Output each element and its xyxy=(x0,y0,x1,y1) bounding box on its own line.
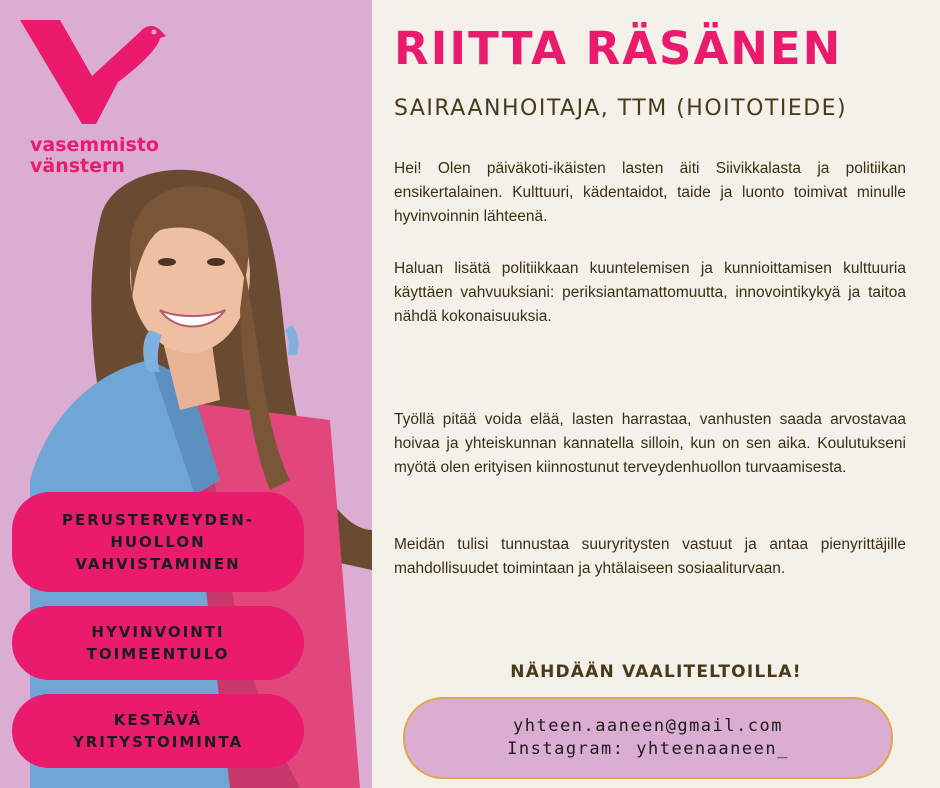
theme-pill-line: PERUSTERVEYDEN- xyxy=(62,511,254,529)
theme-pill-line: YRITYSTOIMINTA xyxy=(72,733,244,751)
theme-pill-line: HUOLLON xyxy=(110,533,206,551)
candidate-name: RIITTA RÄSÄNEN xyxy=(394,22,843,75)
values-paragraph: Haluan lisätä politiikkaan kuuntelemisen ja kunnioittamisen kulttuuria käyttäen vahvuuksiani: periksiantamattomuutta, innovointikykyä ja taitoa nähdä kokonaisuuksia. xyxy=(394,260,906,325)
left-panel xyxy=(0,0,372,788)
right-panel xyxy=(372,0,940,788)
theme-pill-business xyxy=(12,694,304,768)
vasemmisto-logo xyxy=(20,18,170,126)
work-paragraph: Työllä pitää voida elää, lasten harrastaa, vanhusten saada arvostavaa hoivaa ja yhteiskunnan kannatella silloin, kun on sen aika. Koulutukseni myötä olen erityisen kiinnostunut terveydenhuollon turvaamisesta. xyxy=(394,411,906,476)
theme-pill-line: VAHVISTAMINEN xyxy=(75,555,241,573)
theme-pill-wellbeing xyxy=(12,606,304,680)
theme-pill-line: HYVINVOINTI xyxy=(91,623,225,641)
logo-line-2: vänstern xyxy=(30,155,125,177)
theme-pill-healthcare xyxy=(12,492,304,592)
contact-instagram[interactable]: Instagram: yhteenaaneen_ xyxy=(507,739,789,759)
business-paragraph: Meidän tulisi tunnustaa suuryritysten vastuut ja antaa pienyrittäjille mahdollisuudet toimintaan ja yhtälaiseen sosiaaliturvaan. xyxy=(394,536,906,577)
call-to-action: NÄHDÄÄN VAALITELTOILLA! xyxy=(510,662,802,682)
contact-email[interactable]: yhteen.aaneen@gmail.com xyxy=(513,716,783,736)
theme-pill-line: TOIMEENTULO xyxy=(86,645,230,663)
bird-v-logo-icon xyxy=(20,18,166,126)
logo-line-1: vasemmisto xyxy=(30,134,159,156)
theme-pill-line: KESTÄVÄ xyxy=(113,711,203,729)
candidate-portrait xyxy=(30,150,372,788)
intro-paragraph: Hei! Olen päiväkoti-ikäisten lasten äiti Siivikkalasta ja politiikan ensikertalainen. Kulttuuri, kädentaidot, taide ja luonto toimivat minulle hyvinvoinnin lähteenä. xyxy=(394,160,906,225)
contact-box xyxy=(403,697,893,779)
candidate-title: SAIRAANHOITAJA, TTM (HOITOTIEDE) xyxy=(394,96,848,121)
